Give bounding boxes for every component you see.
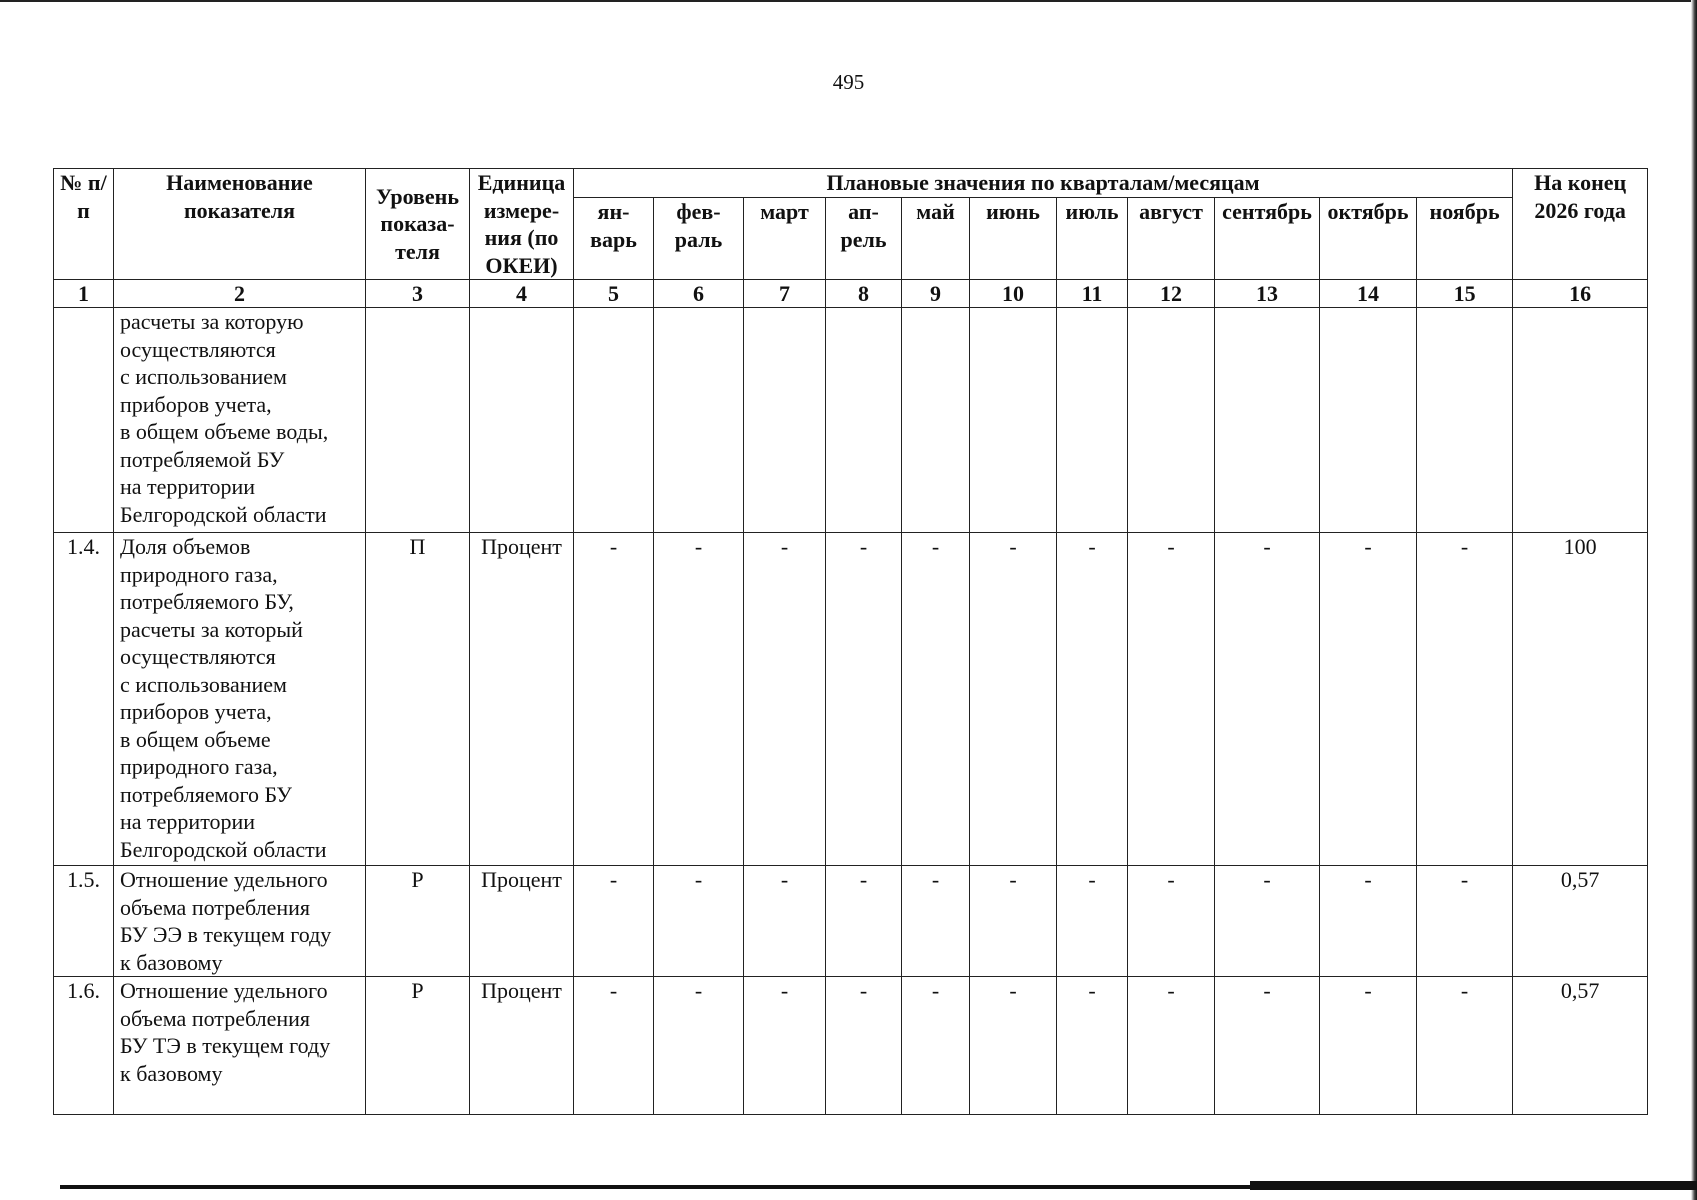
header-month: ян-варь [574, 198, 654, 280]
month-value-cell: - [826, 533, 902, 866]
column-number: 7 [744, 280, 826, 308]
month-value-cell: - [654, 866, 744, 977]
month-value-cell: - [744, 533, 826, 866]
column-number: 4 [470, 280, 574, 308]
table-row [54, 533, 1648, 866]
column-number: 5 [574, 280, 654, 308]
table-body [54, 308, 1648, 1115]
month-value-cell: - [1320, 533, 1417, 866]
row-number-cell: 1.6. [54, 977, 114, 1115]
month-value-cell: - [1057, 866, 1128, 977]
month-value-cell: - [1128, 977, 1215, 1115]
end-year-value-cell: 100 [1513, 533, 1648, 866]
month-value-cell: - [1215, 866, 1320, 977]
page-number: 495 [832, 70, 865, 94]
unit-cell: Процент [470, 866, 574, 977]
month-value-cell: - [970, 866, 1057, 977]
header-month: октябрь [1320, 198, 1417, 280]
month-value-cell: - [902, 866, 970, 977]
column-number: 8 [826, 280, 902, 308]
header-plan-group: Плановые значения по кварталам/месяцам [574, 169, 1513, 198]
level-cell: П [366, 533, 470, 866]
header-month: май [902, 198, 970, 280]
month-value-cell: - [574, 866, 654, 977]
column-number: 6 [654, 280, 744, 308]
column-number: 2 [114, 280, 366, 308]
scan-edge-top [0, 0, 1697, 2]
month-value-cell: - [744, 866, 826, 977]
month-value-cell: - [902, 977, 970, 1115]
header-month: фев-раль [654, 198, 744, 280]
scan-edge-bottom-thick [1250, 1181, 1697, 1190]
month-value-cell: - [1128, 866, 1215, 977]
unit-cell: Процент [470, 977, 574, 1115]
month-value-cell [1215, 308, 1320, 533]
indicator-name-cell: Отношение удельного объема потребления БУ ТЭ в текущем году к базовому [114, 977, 366, 1115]
month-value-cell [1320, 308, 1417, 533]
column-number: 11 [1057, 280, 1128, 308]
month-value-cell [744, 308, 826, 533]
table-row [54, 866, 1648, 977]
end-year-value-cell: 0,57 [1513, 866, 1648, 977]
month-value-cell [1057, 308, 1128, 533]
row-number-cell [54, 308, 114, 533]
month-value-cell [826, 308, 902, 533]
month-value-cell [574, 308, 654, 533]
month-value-cell [654, 308, 744, 533]
unit-cell [470, 308, 574, 533]
month-value-cell [970, 308, 1057, 533]
column-number: 12 [1128, 280, 1215, 308]
header-row [54, 169, 1648, 198]
month-value-cell: - [654, 533, 744, 866]
header-name: Наименование показателя [114, 169, 366, 280]
column-number: 1 [54, 280, 114, 308]
header-month: июнь [970, 198, 1057, 280]
end-year-value-cell: 0,57 [1513, 977, 1648, 1115]
level-cell: Р [366, 977, 470, 1115]
column-number: 14 [1320, 280, 1417, 308]
month-value-cell: - [1417, 533, 1513, 866]
month-value-cell: - [574, 533, 654, 866]
month-value-cell: - [1320, 866, 1417, 977]
month-value-cell: - [826, 866, 902, 977]
month-value-cell: - [654, 977, 744, 1115]
column-number: 15 [1417, 280, 1513, 308]
month-value-cell: - [1128, 533, 1215, 866]
row-number-cell: 1.4. [54, 533, 114, 866]
header-num: № п/п [54, 169, 114, 280]
month-value-cell: - [826, 977, 902, 1115]
indicator-name-cell: Доля объемов природного газа, потребляемого БУ, расчеты за который осуществляются с использованием приборов учета, в общем объеме природного газа, потребляемого БУ на территории Белгородской области [114, 533, 366, 866]
header-end-year: На конец 2026 года [1513, 169, 1648, 280]
indicators-table [53, 168, 1648, 1115]
table-header [54, 169, 1648, 308]
table-row [54, 308, 1648, 533]
month-value-cell [1128, 308, 1215, 533]
header-month: ап-рель [826, 198, 902, 280]
month-value-cell: - [1215, 977, 1320, 1115]
header-level: Уровень показа-теля [366, 169, 470, 280]
end-year-value-cell [1513, 308, 1648, 533]
month-value-cell: - [1417, 866, 1513, 977]
header-month: сентябрь [1215, 198, 1320, 280]
column-number: 9 [902, 280, 970, 308]
month-value-cell: - [744, 977, 826, 1115]
header-month: ноябрь [1417, 198, 1513, 280]
month-value-cell [1417, 308, 1513, 533]
month-value-cell: - [1057, 533, 1128, 866]
table-row [54, 977, 1648, 1115]
level-cell [366, 308, 470, 533]
month-value-cell [902, 308, 970, 533]
column-number: 3 [366, 280, 470, 308]
column-numbers-row [54, 280, 1648, 308]
month-value-cell: - [970, 977, 1057, 1115]
row-number-cell: 1.5. [54, 866, 114, 977]
level-cell: Р [366, 866, 470, 977]
month-value-cell: - [1057, 977, 1128, 1115]
month-value-cell: - [1417, 977, 1513, 1115]
unit-cell: Процент [470, 533, 574, 866]
header-month: июль [1057, 198, 1128, 280]
header-unit: Единица измере-ния (по ОКЕИ) [470, 169, 574, 280]
month-value-cell: - [574, 977, 654, 1115]
month-value-cell: - [1215, 533, 1320, 866]
column-number: 16 [1513, 280, 1648, 308]
indicator-name-cell: расчеты за которую осуществляются с использованием приборов учета, в общем объеме воды, потребляемой БУ на территории Белгородской области [114, 308, 366, 533]
column-number: 10 [970, 280, 1057, 308]
month-value-cell: - [970, 533, 1057, 866]
column-number: 13 [1215, 280, 1320, 308]
scan-edge-right [1691, 0, 1697, 1200]
month-value-cell: - [1320, 977, 1417, 1115]
header-month: март [744, 198, 826, 280]
indicator-name-cell: Отношение удельного объема потребления БУ ЭЭ в текущем году к базовому [114, 866, 366, 977]
header-month: август [1128, 198, 1215, 280]
month-value-cell: - [902, 533, 970, 866]
